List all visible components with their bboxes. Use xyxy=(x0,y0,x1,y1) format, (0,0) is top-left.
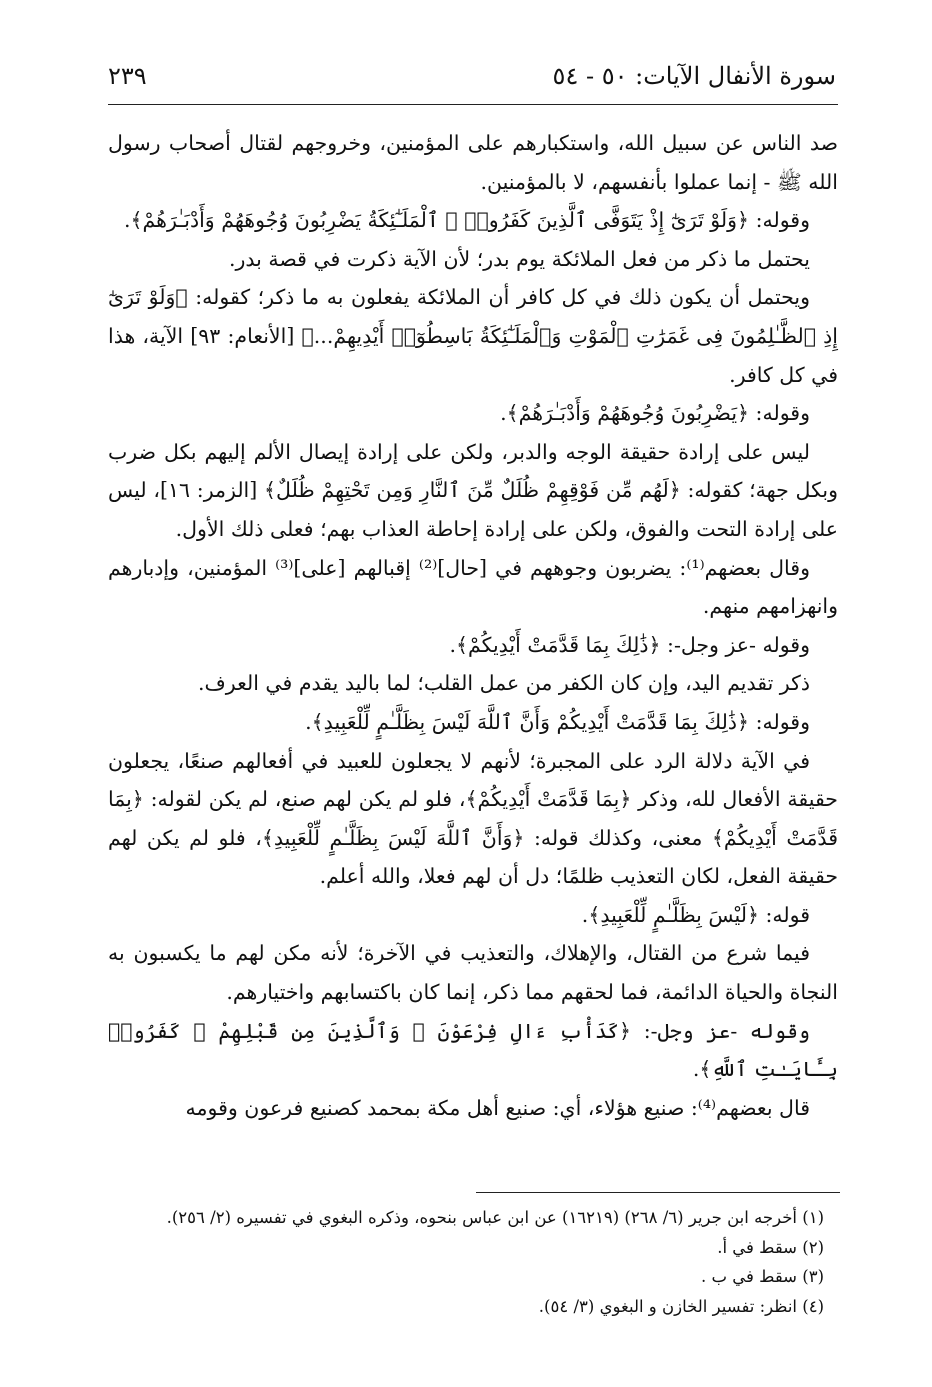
footnote: (١) أخرجه ابن جرير (٦/ ٢٦٨) (١٦٢١٩) عن ابن عباس بنحوه، وذكره البغوي في تفسيره (٢/ ٢٥٦). xyxy=(166,1208,824,1227)
paragraph: وقال بعضهم⁽¹⁾: يضربون وجوههم في [حال]⁽²⁾ إقبالهم [على]⁽³⁾ المؤمنين، وإدبارهم وانهزامهم منهم. xyxy=(108,555,838,619)
page-number: ٢٣٩ xyxy=(108,62,147,90)
paragraph: صد الناس عن سبيل الله، واستكبارهم على المؤمنين، وخروجهم لقتال أصحاب رسول الله ﷺ - إنما عملوا بأنفسهم، لا بالمؤمنين. xyxy=(108,131,838,194)
paragraph: يحتمل ما ذكر من فعل الملائكة يوم بدر؛ لأن الآية ذكرت في قصة بدر. xyxy=(228,246,810,271)
paragraph: وقوله -عز وجل-: ﴿ذَٰلِكَ بِمَا قَدَّمَتْ أَيْدِيكُمْ﴾. xyxy=(449,632,810,657)
footnote: (٢) سقط في أ. xyxy=(717,1237,824,1257)
paragraph: وقوله: ﴿وَلَوْ تَرَىٰٓ إِذْ يَتَوَفَّى ٱلَّذِينَ كَفَرُوا۟ ۙ ٱلْمَلَـٰٓئِكَةُ يَضْرِبُونَ وُجُوهَهُمْ وَأَدْبَـٰرَهُمْ﴾. xyxy=(123,208,810,233)
paragraph: قوله: ﴿لَيْسَ بِظَلَّـٰمٍ لِّلْعَبِيدِ﴾. xyxy=(581,902,810,927)
paragraph: ليس على إرادة حقيقة الوجه والدبر، ولكن على إرادة إيصال الألم إليهم بكل ضرب وبكل جهة؛ كقوله: ﴿لَهُم مِّن فَوْقِهِمْ ظُلَلٌ مِّنَ ٱلنَّارِ وَمِن تَحْتِهِمْ ظُلَلٌ﴾ [الزمر: ١٦]، ليس على إرادة التحت والفوق، ولكن على إرادة إحاطة العذاب بهم؛ فعلى ذلك الأول. xyxy=(108,439,839,541)
footnote: (٤) انظر: تفسير الخازن و البغوي (٣/ ٥٤). xyxy=(538,1296,824,1316)
paragraph: فيما شرع من القتال، والإهلاك، والتعذيب في الآخرة؛ لأنه مكن لهم ما يكسبون به النجاة والحياة الدائمة، فما لحقهم مما ذكر، إنما كان باكتسابهم واختيارهم. xyxy=(108,941,838,1005)
paragraph: وقوله: ﴿يَضْرِبُونَ وُجُوهَهُمْ وَأَدْبَـٰرَهُمْ﴾. xyxy=(500,401,810,426)
footnote: (٣) سقط في ب . xyxy=(701,1267,824,1286)
footnotes xyxy=(108,1203,838,1321)
header-rule xyxy=(108,104,838,105)
paragraph: قال بعضهم⁽⁴⁾: صنيع هؤلاء، أي: صنيع أهل مكة بمحمد كصنيع فرعون وقومه xyxy=(185,1095,810,1120)
footnote-rule xyxy=(476,1192,840,1193)
main-text xyxy=(108,124,838,1127)
running-title: سورة الأنفال الآيات: ٥٠ - ٥٤ xyxy=(552,62,836,90)
paragraph: ذكر تقديم اليد، وإن كان الكفر من عمل القلب؛ لما باليد يقدم في العرف. xyxy=(197,671,810,696)
paragraph: وقوله -عز وجل-: ﴿كَدَأْبِ ءَالِ فِرْعَوْنَ ۙ وَٱلَّذِينَ مِن قَبْلِهِمْ ۚ كَفَرُوا۟ بِـَٔايَـٰتِ ٱللَّهِ﴾. xyxy=(108,1018,838,1082)
paragraph: في الآية دلالة الرد على المجبرة؛ لأنهم لا يجعلون للعبيد في أفعالهم صنعًا، يجعلون حقيقة الأفعال لله، وذكر ﴿بِمَا قَدَّمَتْ أَيْدِيكُمْ﴾، فلو لم يكن لهم صنع، لم يكن لقوله: ﴿بِمَا قَدَّمَتْ أَيْدِيكُمْ﴾ معنى، وكذلك قوله: ﴿وَأَنَّ ٱللَّهَ لَيْسَ بِظَلَّـٰمٍ لِّلْعَبِيدِ﴾، فلو لم يكن لهم حقيقة الفعل، لكان التعذيب ظلمًا؛ دل أن لهم فعلا، والله أعلم. xyxy=(108,748,838,889)
page-header xyxy=(108,58,836,98)
paragraph: وقوله: ﴿ذَٰلِكَ بِمَا قَدَّمَتْ أَيْدِيكُمْ وَأَنَّ ٱللَّهَ لَيْسَ بِظَلَّـٰمٍ لِّلْعَبِيدِ﴾. xyxy=(305,709,810,734)
paragraph: ويحتمل أن يكون ذلك في كل كافر أن الملائكة يفعلون به ما ذكر؛ كقوله: ﴿وَلَوْ تَرَىٰٓ إِذِ ٱلظَّـٰلِمُونَ فِى غَمَرَٰتِ ٱلْمَوْتِ وَٱلْمَلَـٰٓئِكَةُ بَاسِطُوٓا۟ أَيْدِيهِمْ...﴾ [الأنعام: ٩٣] الآية، هذا في كل كافر. xyxy=(108,285,838,387)
